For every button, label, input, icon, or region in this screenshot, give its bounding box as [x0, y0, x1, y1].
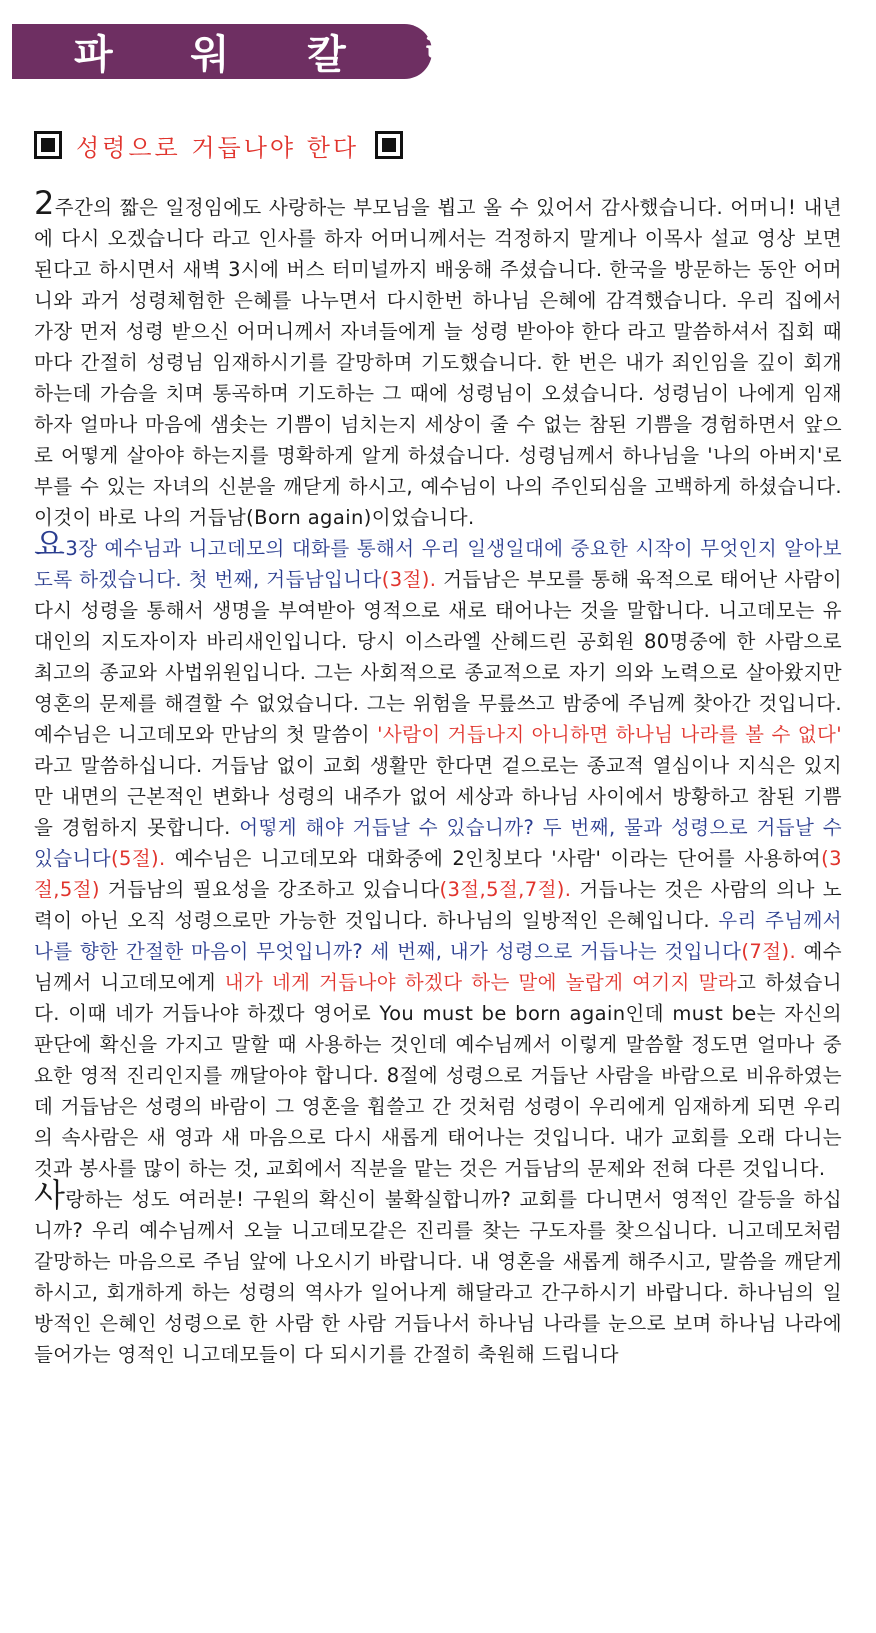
drop-cap: 요: [34, 525, 66, 563]
square-bullet-icon: [34, 131, 62, 159]
drop-cap: 2: [34, 184, 55, 222]
paragraph-text: 고 하셨습니다. 이때 네가 거듭나야 하겠다 영어로 You must be born again인데 must be는 자신의 판단에 확신을 가지고 말할 때 사용하는 것인데 예수님께서 이렇게 말씀할 정도면 얼마나 중요한 영적 진리인지를 깨달아야 합니다. 8절에 성령으로 거듭난 사람을 바람으로 비유하였는데 거듭남은 성령의 바람이 그 영혼을 휩쓸고 간 것처럼 성령이 우리에게 임재하게 되면 우리의 속사람은 새 영과 새 마음으로 다시 새롭게 태어나는 것입니다. 내가 교회를 오래 다니는 것과 봉사를 많이 하는 것, 교회에서 직분을 맡는 것은 거듭남의 문제와 전혀 다른 것입니다.: [34, 971, 842, 1180]
paragraph-text: 거듭남의 필요성을 강조하고 있습니다: [99, 878, 440, 901]
paragraph-text: 거듭남은 부모를 통해 육적으로 태어난 사람이 다시 성령을 통해서 생명을 부여받아 영적으로 새로 태어나는 것을 말합니다. 니고데모는 유대인의 지도자이자 바리새인입니다. 당시 이스라엘 산헤드린 공회원 80명중에 한 사람으로 최고의 종교와 사법위원입니다. 그는 사회적으로 종교적으로 자기 의와 노력으로 살아왔지만 영혼의 문제를 해결할 수 없었습니다. 그는 위험을 무릎쓰고 밤중에 주님께 찾아간 것입니다. 예수님은 니고데모와 만남의 첫 말씀이: [34, 568, 842, 746]
paragraph-1: [34, 184, 842, 533]
paragraph-text: 랑하는 성도 여러분! 구원의 확신이 불확실합니까? 교회를 다니면서 영적인 갈등을 하십니까? 우리 예수님께서 오늘 니고데모같은 진리를 찾는 구도자를 찾으십니다. 니고데모처럼 갈망하는 마음으로 주님 앞에 나오시기 바랍니다. 내 영혼을 새롭게 해주시고, 말씀을 깨닫게 하시고, 회개하게 하는 성령의 역사가 일어나게 해달라고 간구하시기 바랍니다. 하나님의 일방적인 은혜인 성령으로 한 사람 한 사람 거듭나서 하나님 나라를 눈으로 보며 하나님 나라에 들어가는 영적인 니고데모들이 다 되시기를 간절히 축원해 드립니다: [34, 1188, 842, 1366]
highlight-blue: 3장 예수님과 니고데모의 대화를 통해서 우리 일생일대에 중요한 시작이 무엇인지 알아보도록 하겠습니다. 첫 번째, 거듭남입니다: [34, 537, 842, 591]
article-body: [34, 184, 842, 1370]
quote-red: '사람이 거듭나지 아니하면 하나님 나라를 볼 수 없다': [377, 723, 842, 746]
verse-ref: (3절,5절,7절).: [439, 878, 572, 901]
highlight-blue: 우리 주님께서 나를 향한 간절한 마음이 무엇입니까? 세 번째, 내가 성령으로 거듭나는 것입니다: [34, 909, 842, 963]
drop-cap: 사: [34, 1176, 66, 1214]
paragraph-3: [34, 1176, 842, 1370]
paragraph-text: 라고 말씀하십니다. 거듭남 없이 교회 생활만 한다면 겉으로는 종교적 열심이나 지식은 있지만 내면의 근본적인 변화나 성령의 내주가 없어 세상과 하나님 사이에서 방황하고 참된 기쁨을 경험하지 못합니다.: [34, 754, 842, 839]
article-subtitle: 성령으로 거듭나야 한다: [76, 133, 360, 162]
verse-ref: (5절).: [110, 847, 166, 870]
square-bullet-icon: [375, 131, 403, 159]
paragraph-text: 예수님께서 니고데모에게: [34, 940, 842, 994]
verse-ref: (3절).: [381, 568, 437, 591]
paragraph-text: 예수님은 니고데모와 대화중에 2인칭보다 '사람' 이라는 단어를 사용하여: [165, 847, 822, 870]
column-title: 파 워 칼 럼: [74, 32, 495, 78]
quote-red: 내가 네게 거듭나야 하겠다 하는 말에 놀랍게 여기지 말라: [224, 971, 738, 994]
paragraph-text: 거듭나는 것은 사람의 의나 노력이 아닌 오직 성령으로만 가능한 것입니다. 하나님의 일방적인 은혜입니다.: [34, 878, 842, 932]
highlight-blue: 어떻게 해야 거듭날 수 있습니까? 두 번째, 물과 성령으로 거듭날 수 있습니다: [34, 816, 842, 870]
paragraph-2: [34, 525, 842, 1184]
column-banner: [12, 24, 495, 79]
subtitle-row: [34, 128, 403, 162]
verse-ref: (3절,5절): [34, 847, 842, 901]
paragraph-text: 주간의 짧은 일정임에도 사랑하는 부모님을 뵙고 올 수 있어서 감사했습니다. 어머니! 내년에 다시 오겠습니다 라고 인사를 하자 어머니께서는 걱정하지 말게나 이목사 설교 영상 보면 된다고 하시면서 새벽 3시에 버스 터미널까지 배웅해 주셨습니다. 한국을 방문하는 동안 어머니와 과거 성령체험한 은혜를 나누면서 다시한번 하나님 은혜에 감격했습니다. 우리 집에서 가장 먼저 성령 받으신 어머니께서 자녀들에게 늘 성령 받아야 한다 라고 말씀하셔서 집회 때마다 간절히 성령님 임재하시기를 갈망하며 기도했습니다. 한 번은 내가 죄인임을 깊이 회개하는데 가슴을 치며 통곡하며 기도하는 그 때에 성령님이 오셨습니다. 성령님이 나에게 임재하자 얼마나 마음에 샘솟는 기쁨이 넘치는지 세상이 줄 수 없는 참된 기쁨을 경험하면서 앞으로 어떻게 살아야 하는지를 명확하게 알게 하셨습니다. 성령님께서 하나님을 '나의 아버지'로 부를 수 있는 자녀의 신분을 깨닫게 하시고, 예수님이 나의 주인되심을 고백하게 하셨습니다. 이것이 바로 나의 거듭남(Born again)이었습니다.: [34, 196, 842, 529]
verse-ref: (7절).: [741, 940, 797, 963]
